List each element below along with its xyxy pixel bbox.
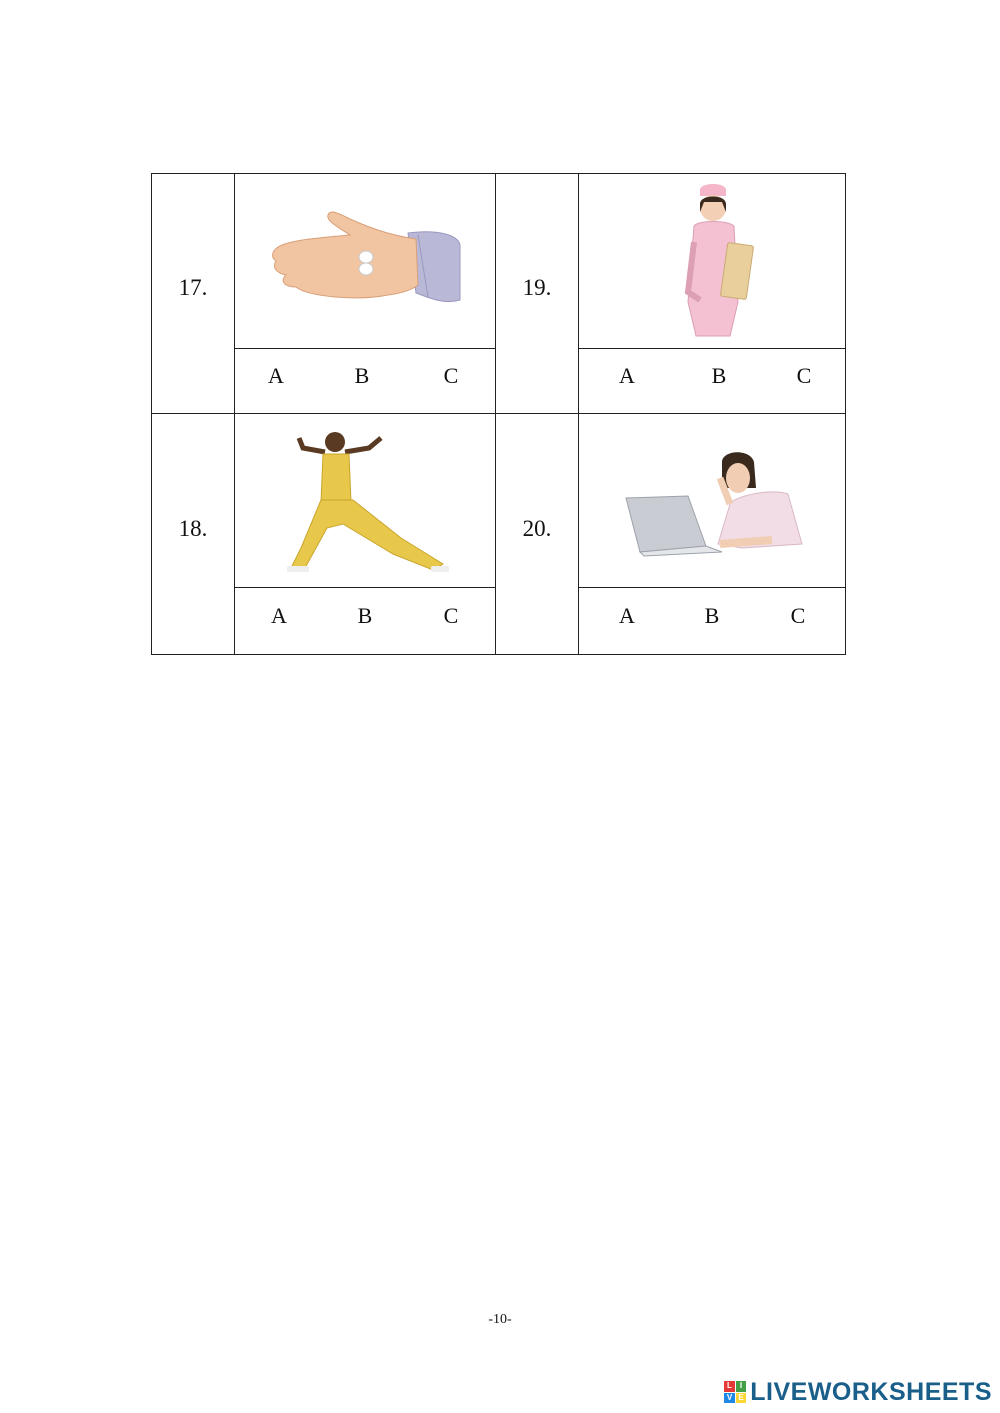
- table-border-right: [845, 173, 846, 655]
- option-c[interactable]: C: [790, 603, 806, 628]
- table-divider: [235, 348, 496, 349]
- logo-letter: E: [736, 1393, 747, 1404]
- option-c[interactable]: C: [443, 603, 459, 628]
- logo-letter: I: [736, 1381, 747, 1392]
- table-divider: [579, 348, 846, 349]
- table-divider: [151, 413, 846, 414]
- table-divider: [234, 173, 235, 655]
- question-number: 18.: [178, 516, 208, 541]
- table-border-top: [151, 173, 846, 174]
- logo-letter: V: [724, 1393, 735, 1404]
- page-number: -10-: [488, 1312, 512, 1327]
- question-number: 20.: [522, 516, 552, 541]
- table-divider: [495, 173, 496, 655]
- table-border-bottom: [151, 654, 846, 655]
- brand-name: LIVEWORKSHEETS: [750, 1377, 992, 1406]
- option-c[interactable]: C: [796, 363, 812, 388]
- option-c[interactable]: C: [443, 363, 459, 388]
- option-a[interactable]: A: [271, 603, 287, 628]
- option-a[interactable]: A: [268, 363, 284, 388]
- logo-letter: L: [724, 1381, 735, 1392]
- option-a[interactable]: A: [619, 363, 635, 388]
- option-b[interactable]: B: [357, 603, 373, 628]
- hand-with-pills-picture: [268, 205, 463, 315]
- table-divider: [235, 587, 496, 588]
- liveworksheets-logo-icon: [724, 1381, 746, 1403]
- table-divider: [579, 587, 846, 588]
- option-b[interactable]: B: [354, 363, 370, 388]
- nurse-picture: [680, 182, 760, 338]
- question-number: 17.: [178, 275, 208, 300]
- table-divider: [578, 173, 579, 655]
- tired-woman-laptop-picture: [622, 448, 807, 558]
- question-number: 19.: [522, 275, 552, 300]
- option-b[interactable]: B: [711, 363, 727, 388]
- kung-fu-man-picture: [283, 428, 453, 578]
- option-b[interactable]: B: [704, 603, 720, 628]
- option-a[interactable]: A: [619, 603, 635, 628]
- table-border-left: [151, 173, 152, 655]
- liveworksheets-brand[interactable]: [724, 1377, 992, 1407]
